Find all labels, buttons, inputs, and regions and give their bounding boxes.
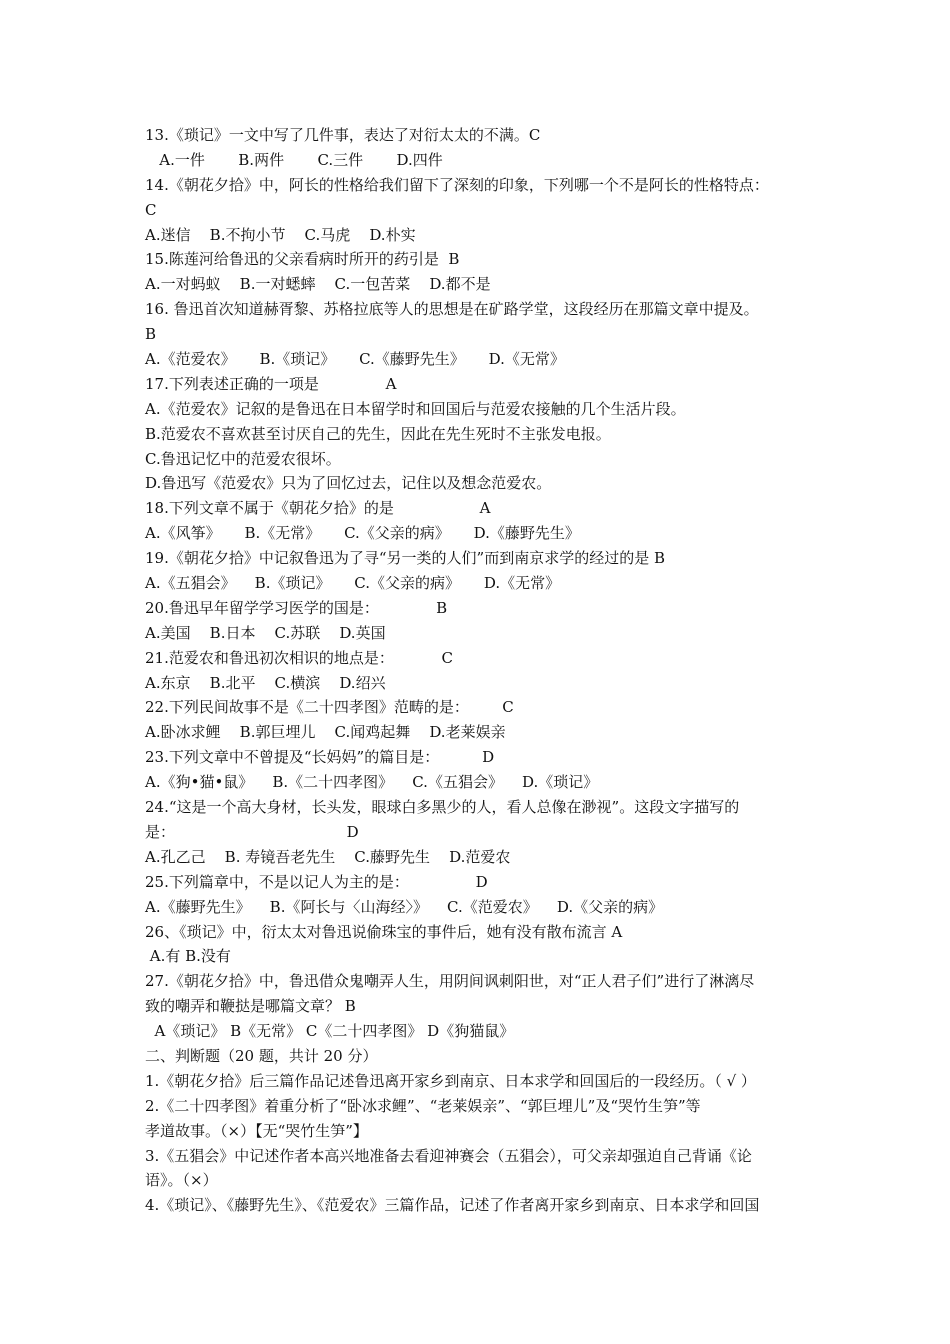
text-line: 26、《琐记》中，衍太太对鲁迅说偷珠宝的事件后，她有没有散布流言 A — [145, 922, 623, 941]
text-line: 1.《朝花夕拾》后三篇作品记述鲁迅离开家乡到南京、日本求学和回国后的一段经历。（ √ ） — [145, 1071, 756, 1090]
text-line: 15.陈莲河给鲁迅的父亲看病时所开的药引是 B — [145, 250, 460, 269]
text-line: 25.下列篇章中，不是以记人为主的是： D — [145, 872, 488, 891]
text-line: A.《范爱农》记叙的是鲁迅在日本留学时和回国后与范爱农接触的几个生活片段。 — [145, 399, 686, 418]
text-line: 22.下列民间故事不是《二十四孝图》范畴的是： C — [145, 698, 514, 717]
text-line: C — [145, 200, 157, 219]
text-line: A.美国 B.日本 C.苏联 D.英国 — [145, 623, 386, 642]
text-line: 19.《朝花夕拾》中记叙鲁迅为了寻“另一类的人们”而到南京求学的经过的是 B — [145, 549, 665, 568]
text-line: 27.《朝花夕拾》中，鲁迅借众鬼嘲弄人生，用阴间讽刺阳世，对“正人君子们”进行了淋漓尽 — [145, 972, 755, 991]
text-line: 20.鲁迅早年留学学习医学的国是： B — [145, 598, 448, 617]
text-line: 语》。（×） — [145, 1171, 218, 1190]
text-line: A.《狗•猫•鼠》 B.《二十四孝图》 C.《五猖会》 D.《琐记》 — [145, 773, 599, 792]
text-line: 18.下列文章不属于《朝花夕拾》的是 A — [145, 499, 491, 518]
text-line: D.鲁迅写《范爱农》只为了回忆过去，记住以及想念范爱农。 — [145, 474, 552, 493]
text-line: B — [145, 325, 157, 344]
text-line: A.一件 B.两件 C.三件 D.四件 — [145, 150, 443, 169]
text-line: 孝道故事。（×）【无“哭竹生笋”】 — [145, 1121, 368, 1140]
text-line: A.孔乙己 B. 寿镜吾老先生 C.藤野先生 D.范爱农 — [145, 847, 511, 866]
text-line: A.《风筝》 B.《无常》 C.《父亲的病》 D.《藤野先生》 — [145, 524, 580, 543]
text-line: C.鲁迅记忆中的范爱农很坏。 — [145, 449, 341, 468]
text-line: A.迷信 B.不拘小节 C.马虎 D.朴实 — [145, 225, 416, 244]
text-line: 致的嘲弄和鞭挞是哪篇文章？ B — [145, 997, 356, 1016]
text-line: A.《藤野先生》 B.《阿长与〈山海经〉》 C.《范爱农》 D.《父亲的病》 — [145, 897, 664, 916]
text-line: 23.下列文章中不曾提及“长妈妈”的篇目是： D — [145, 748, 495, 767]
text-line: 4.《琐记》、《藤野先生》、《范爱农》三篇作品，记述了作者离开家乡到南京、日本求学和回国 — [145, 1196, 760, 1215]
document-page — [145, 123, 810, 1218]
text-line: A.有 B.没有 — [145, 947, 231, 966]
text-line: A.《五猖会》 B.《琐记》 C.《父亲的病》 D.《无常》 — [145, 574, 561, 593]
text-line: 24.“这是一个高大身材，长头发，眼球白多黑少的人，看人总像在渺视”。这段文字描写的 — [145, 798, 740, 817]
text-line: A.东京 B.北平 C.横滨 D.绍兴 — [145, 673, 386, 692]
text-line: 2.《二十四孝图》着重分析了“卧冰求鲤”、“老莱娱亲”、“郭巨埋儿”及“哭竹生笋”等 — [145, 1096, 701, 1115]
text-line: 是： D — [145, 822, 359, 841]
text-line: 3.《五猖会》中记述作者本高兴地准备去看迎神赛会（五猖会），可父亲却强迫自己背诵《论 — [145, 1146, 752, 1165]
text-line: 16. 鲁迅首次知道赫胥黎、苏格拉底等人的思想是在矿路学堂，这段经历在那篇文章中提及。 — [145, 300, 759, 319]
text-line: 二、判断题（20 题，共计 20 分） — [145, 1046, 378, 1065]
text-line: 14.《朝花夕拾》中，阿长的性格给我们留下了深刻的印象，下列哪一个不是阿长的性格特点： — [145, 175, 769, 194]
text-line: B.范爱农不喜欢甚至讨厌自己的先生，因此在先生死时不主张发电报。 — [145, 424, 611, 443]
text-line: A.《范爱农》 B.《琐记》 C.《藤野先生》 D.《无常》 — [145, 350, 565, 369]
text-line: A《琐记》 B《无常》 C《二十四孝图》 D《狗猫鼠》 — [145, 1022, 515, 1041]
text-line: A.一对蚂蚁 B.一对蟋蟀 C.一包苦菜 D.都不是 — [145, 275, 491, 294]
text-line: 17.下列表述正确的一项是 A — [145, 374, 397, 393]
text-line: 13.《琐记》一文中写了几件事，表达了对衍太太的不满。C — [145, 126, 541, 144]
text-line: A.卧冰求鲤 B.郭巨埋儿 C.闻鸡起舞 D.老莱娱亲 — [145, 723, 506, 742]
text-line: 21.范爱农和鲁迅初次相识的地点是： C — [145, 648, 454, 667]
